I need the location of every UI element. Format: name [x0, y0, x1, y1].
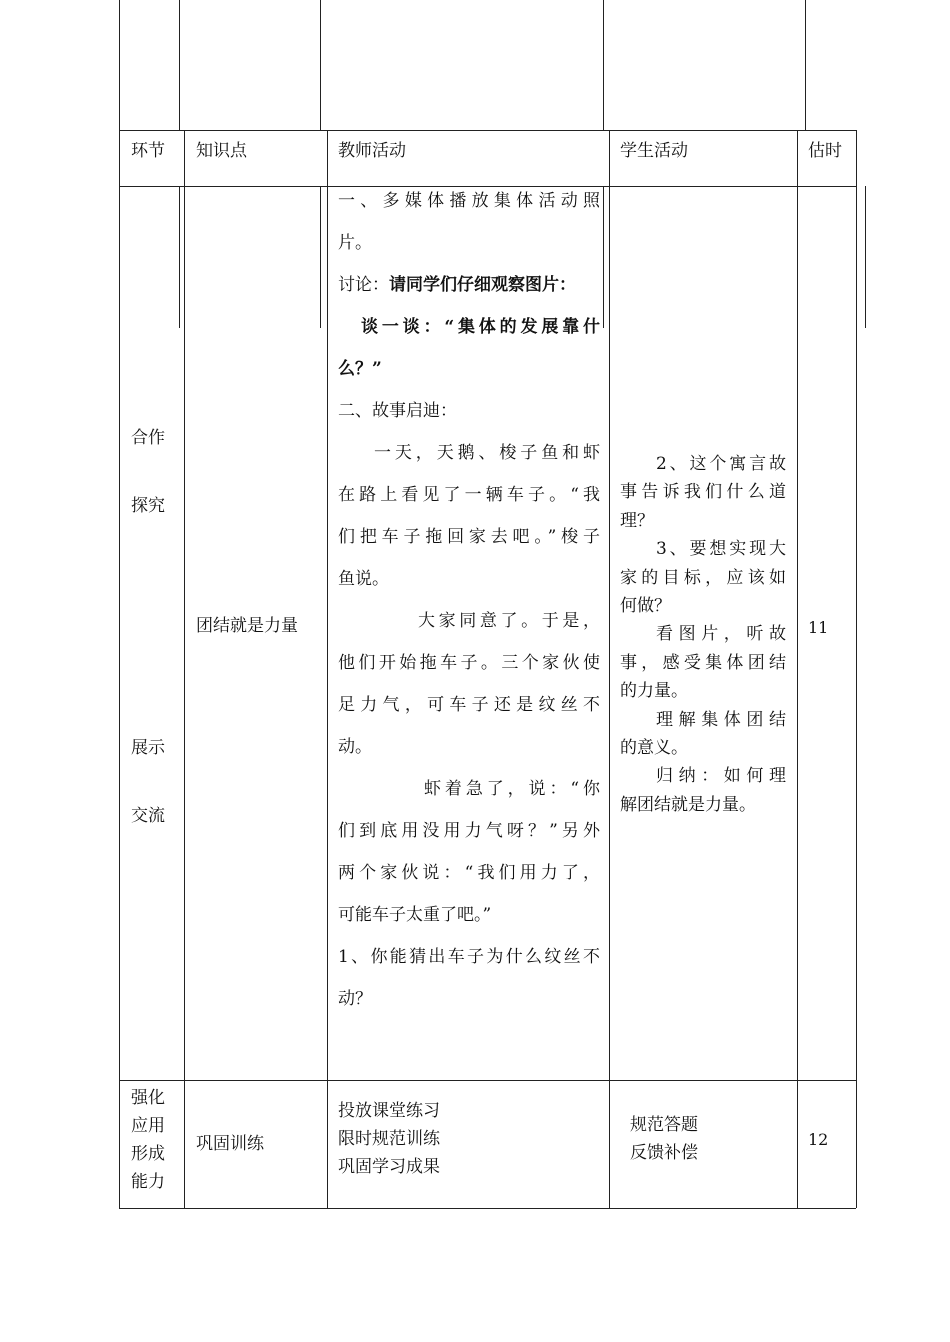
grid-line	[856, 130, 857, 186]
teacher-line: 虾着急了，说：“你	[424, 779, 600, 799]
student-line: 事告诉我们什么道	[620, 482, 786, 503]
teacher-line: 一天，天鹅、梭子鱼和虾	[374, 443, 600, 463]
teacher-line: 投放课堂练习	[338, 1101, 440, 1121]
teacher-line: 二、故事启迪：	[338, 401, 457, 421]
grid-line	[179, 0, 180, 130]
grid-line	[603, 186, 604, 328]
teacher-line: 两个家伙说：“我们用力了，	[338, 863, 600, 883]
teacher-line: 谈一谈：“集体的发展靠什	[361, 317, 600, 337]
teacher-line: 在路上看见了一辆车子。“我	[338, 485, 600, 505]
header-time: 估时	[808, 141, 842, 161]
grid-line	[119, 1208, 856, 1209]
grid-line	[184, 130, 185, 1208]
student-line: 家的目标，应该如	[620, 567, 786, 588]
grid-line	[603, 0, 604, 130]
student-line: 理解集体团结	[656, 709, 786, 730]
header-student: 学生活动	[620, 141, 688, 161]
student-line: 2、这个寓言故	[656, 454, 786, 474]
student-line: 何做？	[620, 595, 671, 616]
teacher-line: 们把车子拖回家去吧。”梭子	[338, 527, 600, 547]
student-line: 的力量。	[620, 681, 688, 702]
student-activity	[630, 1111, 800, 1167]
header-knowledge: 知识点	[196, 141, 247, 161]
grid-line	[119, 130, 856, 131]
grid-line	[856, 186, 857, 1208]
student-line: 看图片，听故	[656, 624, 786, 645]
grid-line	[609, 130, 610, 1208]
student-line: 的意义。	[620, 737, 688, 758]
student-line: 反馈补偿	[630, 1143, 698, 1163]
grid-line	[327, 130, 328, 1208]
student-line: 理？	[620, 510, 654, 531]
grid-line	[179, 186, 180, 328]
teacher-line: 一、多媒体播放集体活动照	[338, 191, 600, 211]
grid-line	[805, 0, 806, 130]
student-activity	[620, 450, 790, 819]
header-stage: 环节	[131, 141, 165, 161]
teacher-activity	[338, 1097, 600, 1181]
stage-label: 强化	[131, 1088, 165, 1108]
teacher-line: 动。	[338, 737, 372, 757]
teacher-line: 巩固学习成果	[338, 1157, 440, 1177]
stage-label: 展示	[131, 738, 165, 758]
grid-line	[119, 0, 120, 1209]
student-line: 事，感受集体团结	[620, 652, 786, 673]
stage-label: 应用	[131, 1116, 165, 1136]
stage-label: 能力	[131, 1172, 165, 1192]
knowledge-point: 团结就是力量	[196, 616, 298, 636]
teacher-line: 1、你能猜出车子为什么纹丝不	[338, 947, 600, 967]
student-line: 3、要想实现大	[656, 539, 786, 560]
teacher-line	[338, 264, 600, 306]
teacher-line-bold: 请同学们仔细观察图片：	[389, 275, 576, 295]
grid-line	[320, 186, 321, 328]
teacher-line: 么？”	[338, 359, 382, 379]
header-teacher: 教师活动	[338, 141, 406, 161]
student-line: 归纳：如何理	[656, 766, 786, 787]
stage-label: 形成	[131, 1144, 165, 1164]
grid-line	[797, 130, 798, 1208]
teacher-line: 可能车子太重了吧。”	[338, 905, 492, 925]
time-estimate: 11	[808, 618, 829, 637]
grid-line	[119, 1080, 856, 1081]
stage-label: 交流	[131, 806, 165, 826]
time-estimate: 12	[808, 1130, 829, 1149]
grid-line	[320, 0, 321, 130]
teacher-line: 们到底用没用力气呀？”另外	[338, 821, 600, 841]
teacher-activity	[338, 180, 600, 1020]
teacher-line: 限时规范训练	[338, 1129, 440, 1149]
stage-label: 合作	[131, 428, 165, 448]
student-line: 规范答题	[630, 1115, 698, 1135]
grid-line	[865, 186, 866, 328]
teacher-line: 动？	[338, 989, 372, 1009]
teacher-line: 足力气，可车子还是纹丝不	[338, 695, 600, 715]
teacher-line: 大家同意了。于是，	[418, 611, 600, 631]
teacher-line: 他们开始拖车子。三个家伙使	[338, 653, 600, 673]
stage-label: 探究	[131, 496, 165, 516]
student-line: 解团结就是力量。	[620, 794, 756, 815]
teacher-line-prefix: 讨论：	[338, 275, 389, 295]
teacher-line: 片。	[338, 233, 372, 253]
knowledge-point: 巩固训练	[196, 1134, 264, 1154]
teacher-line: 鱼说。	[338, 569, 389, 589]
